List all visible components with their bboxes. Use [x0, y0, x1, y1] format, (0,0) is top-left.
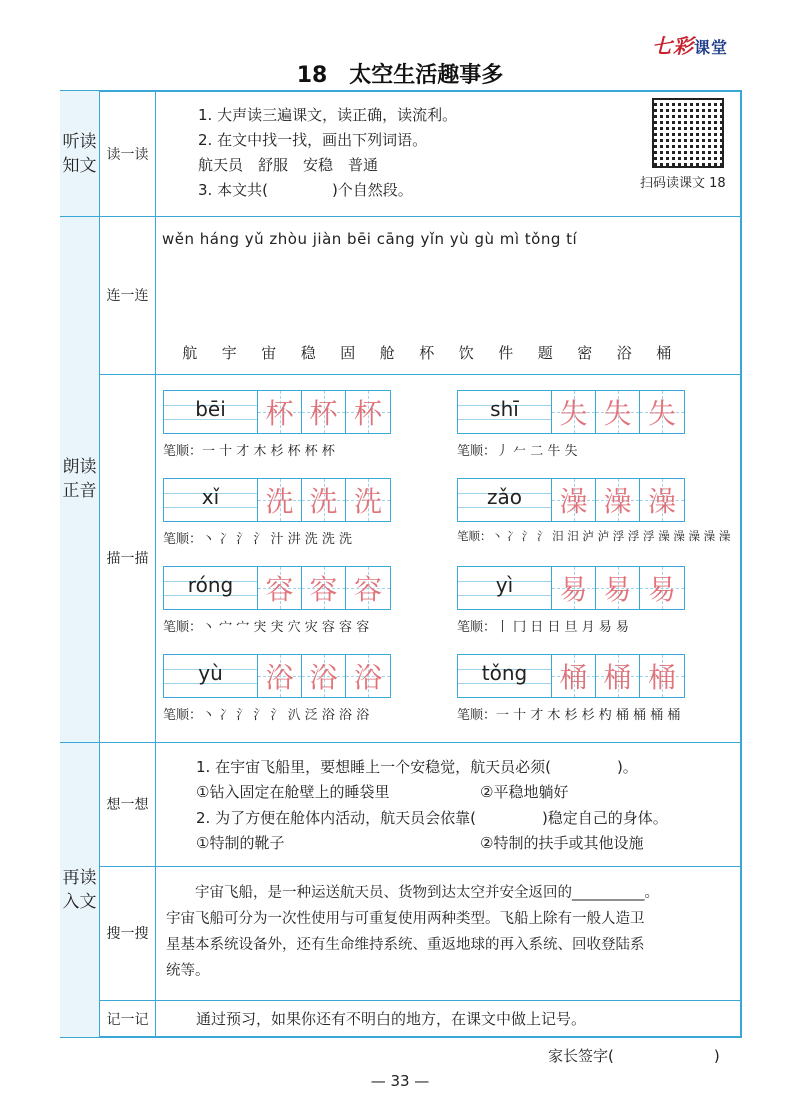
char-box[interactable]: 浴 — [258, 655, 302, 697]
stroke-order: 笔顺：丨 冂 日 日 旦 月 易 易 — [457, 620, 629, 635]
pinyin-label: xǐ — [201, 485, 220, 509]
parent-signature[interactable]: 家长签字( ) — [548, 1047, 720, 1065]
connect-char[interactable]: 件 — [498, 344, 514, 362]
search-line: 宇宙飞船，是一种运送航天员、货物到达太空并安全返回的__________。 — [166, 885, 659, 901]
section-label-listen: 听读知文 — [60, 91, 100, 216]
char-box[interactable]: 浴 — [302, 655, 346, 697]
search-line: 统等。 — [166, 963, 210, 979]
search-line: 星基本系统设备外，还有生命维持系统、重返地球的再入系统、回收登陆系 — [166, 937, 645, 953]
char-box[interactable]: 杯 — [258, 391, 302, 433]
read-instruction-1: 1. 大声读三遍课文，读正确，读流利。 — [198, 106, 458, 124]
sub-label-think: 想一想 — [100, 742, 156, 866]
read-instruction-2: 2. 在文中找一找，画出下列词语。 — [198, 131, 428, 149]
trace-item — [457, 654, 685, 723]
connect-char[interactable]: 稳 — [300, 344, 316, 362]
note-text: 通过预习，如果你还有不明白的地方，在课文中做上记号。 — [196, 1010, 587, 1028]
stroke-order: 笔顺：一 十 才 木 杉 杯 杯 杯 — [163, 444, 335, 459]
pinyin-label: tǒng — [481, 661, 528, 685]
trace-item — [457, 566, 685, 635]
char-box[interactable]: 澡 — [596, 479, 640, 521]
char-box[interactable]: 澡 — [552, 479, 596, 521]
connect-char[interactable]: 舱 — [379, 344, 395, 362]
stroke-order: 笔顺：一 十 才 木 杉 杉 杓 桶 桶 桶 桶 — [457, 708, 681, 723]
divider — [100, 1000, 742, 1001]
char-box[interactable]: 易 — [596, 567, 640, 609]
sub-label-read: 读一读 — [100, 91, 156, 216]
char-box[interactable]: 失 — [640, 391, 684, 433]
char-box[interactable]: 浴 — [346, 655, 390, 697]
read-word-list: 航天员 舒服 安稳 普通 — [198, 156, 379, 174]
char-box[interactable]: 失 — [552, 391, 596, 433]
stroke-order: 笔顺：丶 冫 氵 氵 氵 汃 泛 浴 浴 浴 — [163, 708, 370, 723]
trace-item — [163, 654, 391, 723]
trace-item — [163, 478, 391, 547]
divider — [100, 374, 742, 375]
divider — [60, 216, 742, 217]
divider — [100, 866, 742, 867]
sub-label-connect: 连一连 — [100, 216, 156, 374]
pinyin-label: bēi — [195, 397, 226, 421]
connect-char[interactable]: 密 — [577, 344, 593, 362]
trace-item — [163, 566, 391, 635]
page-number: — 33 — — [370, 1072, 430, 1090]
connect-char[interactable]: 宇 — [221, 344, 237, 362]
divider — [60, 742, 742, 743]
pinyin-label: róng — [187, 573, 234, 597]
connect-char[interactable]: 桶 — [656, 344, 672, 362]
connect-char[interactable]: 固 — [340, 344, 356, 362]
brand-logo: 七彩课堂 — [652, 34, 729, 58]
stroke-order: 笔顺：丿 𠂉 二 牛 失 — [457, 444, 578, 459]
sub-label-search: 搜一搜 — [100, 866, 156, 1000]
trace-item — [457, 390, 685, 459]
char-box[interactable]: 洗 — [346, 479, 390, 521]
connect-char[interactable]: 杯 — [419, 344, 435, 362]
char-box[interactable]: 澡 — [640, 479, 684, 521]
char-box[interactable]: 易 — [640, 567, 684, 609]
qr-code[interactable] — [652, 98, 724, 168]
char-box[interactable]: 失 — [596, 391, 640, 433]
char-box[interactable]: 易 — [552, 567, 596, 609]
trace-item — [163, 390, 391, 459]
pinyin-label: shī — [490, 397, 519, 421]
stroke-order: 笔顺：丶 宀 宀 宊 宊 穴 灾 容 容 容 — [163, 620, 370, 635]
char-box[interactable]: 洗 — [302, 479, 346, 521]
think-question-1: 1. 在宇宙飞船里，要想睡上一个安稳觉，航天员必须( )。 — [196, 758, 638, 776]
connect-char[interactable]: 宙 — [261, 344, 277, 362]
connect-char[interactable]: 饮 — [458, 344, 474, 362]
char-box[interactable]: 桶 — [640, 655, 684, 697]
section-label-pronounce: 朗读正音 — [60, 216, 100, 742]
stroke-order: 笔顺：丶 冫 氵 氵 汁 汫 洗 洗 洗 — [163, 532, 353, 547]
think-option[interactable]: ①特制的靴子 — [196, 834, 285, 852]
pinyin-label: zǎo — [487, 485, 522, 509]
qr-label: 扫码读课文 18 — [640, 176, 726, 191]
pinyin-label: yì — [495, 573, 514, 597]
search-line: 宇宙飞船可分为一次性使用与可重复使用两种类型。飞船上除有一般人造卫 — [166, 911, 645, 927]
char-box[interactable]: 杯 — [302, 391, 346, 433]
char-box[interactable]: 容 — [258, 567, 302, 609]
sub-label-note: 记一记 — [100, 1000, 156, 1037]
read-instruction-3: 3. 本文共( )个自然段。 — [198, 181, 413, 199]
char-box[interactable]: 容 — [302, 567, 346, 609]
think-option[interactable]: ①钻入固定在舱壁上的睡袋里 — [196, 783, 390, 801]
trace-item — [457, 478, 730, 544]
char-box[interactable]: 洗 — [258, 479, 302, 521]
page-title: 18 太空生活趣事多 — [296, 63, 504, 88]
pinyin-label: yù — [198, 661, 223, 685]
connect-char[interactable]: 浴 — [616, 344, 632, 362]
connect-char-row — [170, 342, 684, 363]
think-option[interactable]: ②特制的扶手或其他设施 — [480, 834, 644, 852]
think-question-2: 2. 为了方便在舱体内活动，航天员会依靠( )稳定自己的身体。 — [196, 809, 668, 827]
char-box[interactable]: 桶 — [596, 655, 640, 697]
connect-char[interactable]: 航 — [182, 344, 198, 362]
think-option[interactable]: ②平稳地躺好 — [480, 783, 569, 801]
connect-char[interactable]: 题 — [537, 344, 553, 362]
sub-label-trace: 描一描 — [100, 374, 156, 742]
stroke-order: 笔顺：丶 冫 氵 氵 汨 汨 泸 泸 浮 浮 浮 澡 澡 澡 澡 澡 — [457, 529, 731, 543]
char-box[interactable]: 杯 — [346, 391, 390, 433]
section-label-reread: 再读入文 — [60, 742, 100, 1037]
char-box[interactable]: 桶 — [552, 655, 596, 697]
char-box[interactable]: 容 — [346, 567, 390, 609]
connect-pinyin-row: wěn háng yǔ zhòu jiàn bēi cāng yǐn yù gù mì tǒng tí — [162, 230, 578, 248]
search-paragraph — [166, 880, 659, 984]
